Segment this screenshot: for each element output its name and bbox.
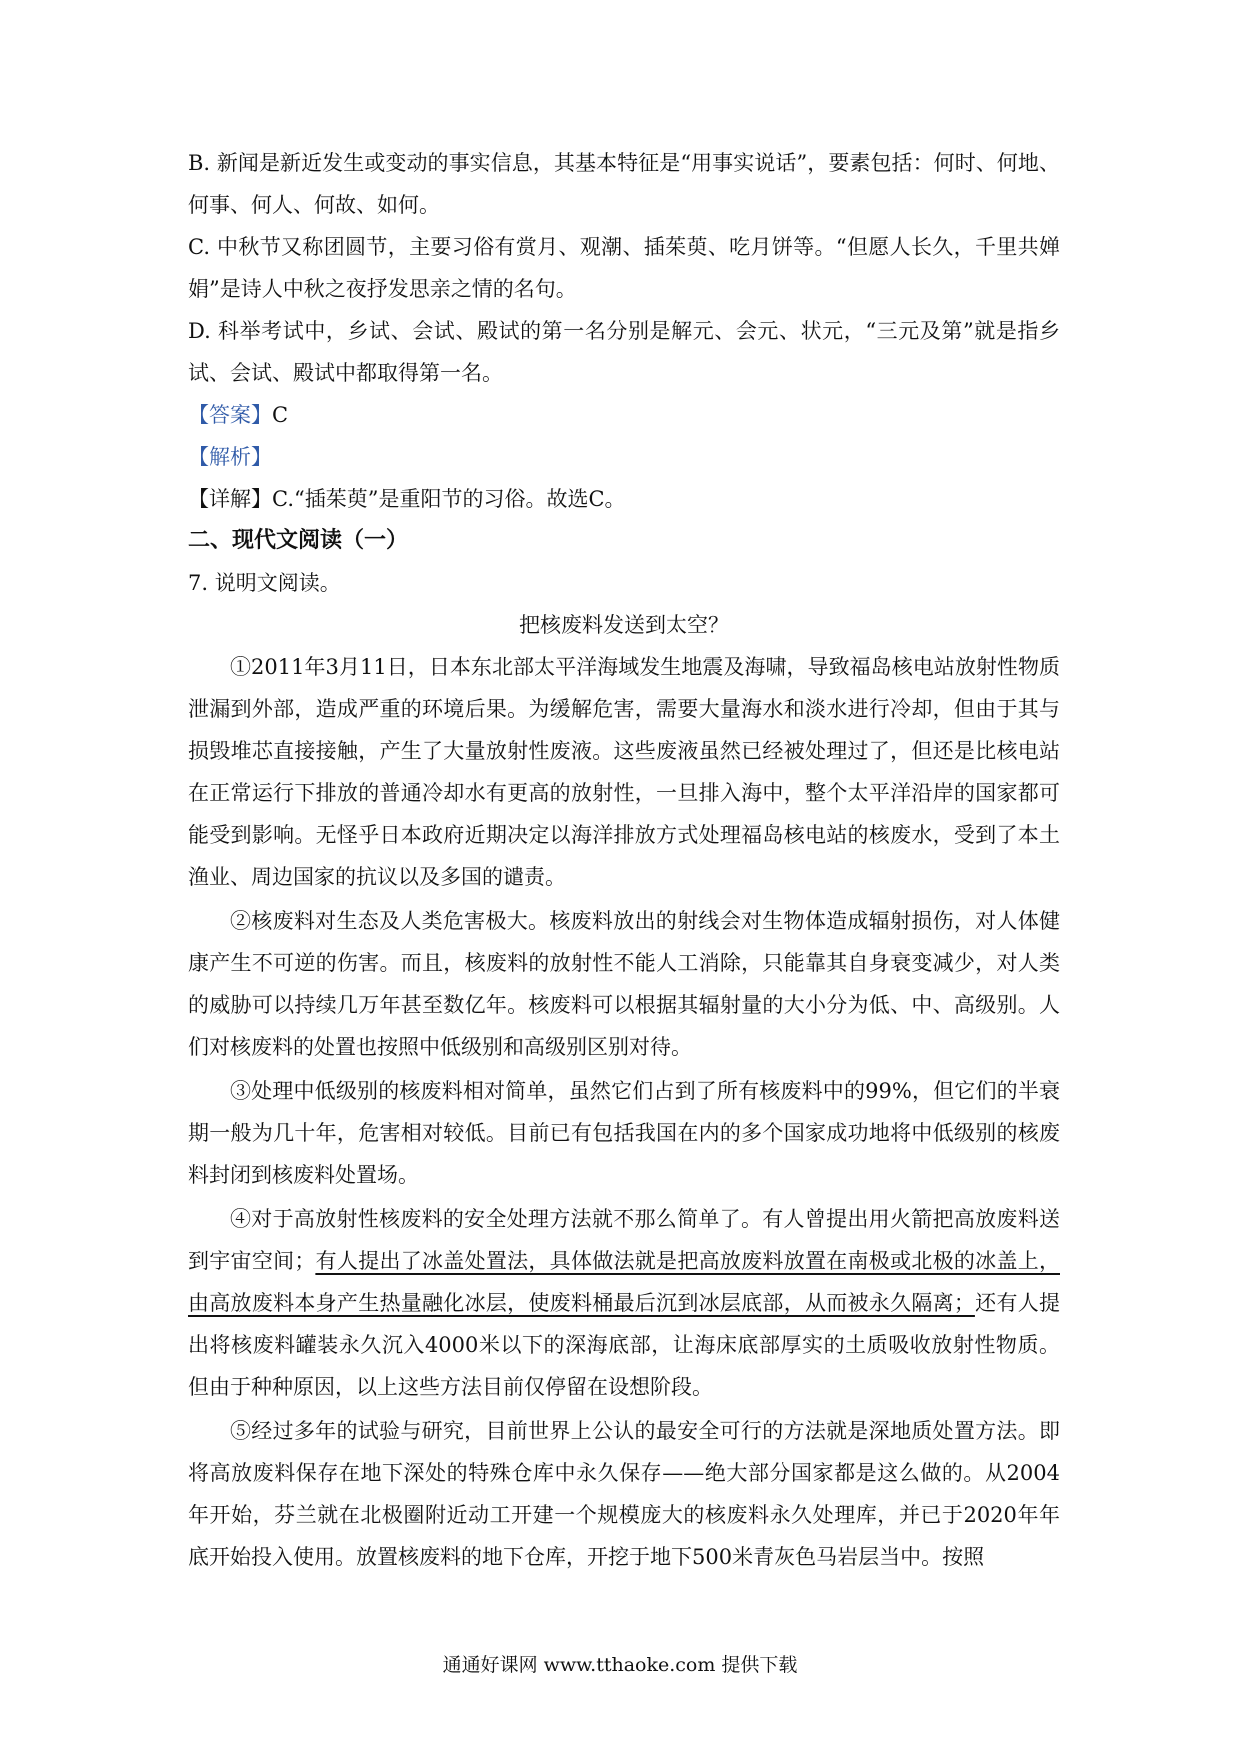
question-label: 7. 说明文阅读。	[188, 571, 341, 595]
section-heading: 二、现代文阅读（一）	[188, 528, 409, 553]
detail-tag: 【详解】	[188, 487, 272, 511]
answer-value: C	[272, 403, 289, 427]
analysis-line	[188, 436, 1060, 478]
answer-tag: 【答案】	[188, 403, 272, 427]
p4-text-before: ④对于高放射性核废料的安全处理方法就不那么简单了。有人曾提出用火箭把高放废料送到宇宙空间；	[188, 1207, 1060, 1273]
analysis-tag: 【解析】	[188, 445, 272, 469]
answer-line	[188, 394, 1060, 436]
p4-underlined-text: 有人提出了冰盖处置法，具体做法就是把高放废料放置在南极或北极的冰盖上，由高放废料本身产生热量融化冰层，使废料桶最后沉到冰层底部，从而被永久隔离；	[188, 1249, 1060, 1315]
option-d: D. 科举考试中，乡试、会试、殿试的第一名分别是解元、会元、状元，“三元及第”就是指乡试、会试、殿试中都取得第一名。	[188, 319, 1060, 385]
option-c: C. 中秋节又称团圆节，主要习俗有赏月、观潮、插茱萸、吃月饼等。“但愿人长久，千里共婵娟”是诗人中秋之夜抒发思亲之情的名句。	[188, 235, 1060, 301]
footer-watermark: 通通好课网 www.tthaoke.com 提供下载	[442, 1654, 798, 1676]
article-paragraph-2: ②核废料对生态及人类危害极大。核废料放出的射线会对生物体造成辐射损伤，对人体健康产生不可逆的伤害。而且，核废料的放射性不能人工消除，只能靠其自身衰变减少，对人类的威胁可以持续几万年甚至数亿年。核废料可以根据其辐射量的大小分为低、中、高级别。人们对核废料的处置也按照中低级别和高级别区别对待。	[188, 909, 1060, 1059]
option-b: B. 新闻是新近发生或变动的事实信息，其基本特征是“用事实说话”，要素包括：何时、何地、何事、何人、何故、如何。	[188, 151, 1060, 217]
article-paragraph-3: ③处理中低级别的核废料相对简单，虽然它们占到了所有核废料中的99%，但它们的半衰期一般为几十年，危害相对较低。目前已有包括我国在内的多个国家成功地将中低级别的核废料封闭到核废料处置场。	[188, 1079, 1060, 1187]
detail-value: C.“插茱萸”是重阳节的习俗。故选C。	[272, 487, 626, 511]
article-paragraph-1: ①2011年3月11日，日本东北部太平洋海域发生地震及海啸，导致福岛核电站放射性物质泄漏到外部，造成严重的环境后果。为缓解危害，需要大量海水和淡水进行冷却，但由于其与损毁堆芯直接接触，产生了大量放射性废液。这些废液虽然已经被处理过了，但还是比核电站在正常运行下排放的普通冷却水有更高的放射性，一旦排入海中，整个太平洋沿岸的国家都可能受到影响。无怪乎日本政府近期决定以海洋排放方式处理福岛核电站的核废水，受到了本土渔业、周边国家的抗议以及多国的谴责。	[188, 655, 1060, 889]
article-paragraph-4	[188, 1198, 1060, 1408]
document-page	[188, 142, 1060, 1578]
detail-line	[188, 478, 1060, 520]
article-paragraph-5: ⑤经过多年的试验与研究，目前世界上公认的最安全可行的方法就是深地质处置方法。即将高放废料保存在地下深处的特殊仓库中永久保存——绝大部分国家都是这么做的。从2004年开始，芬兰就在北极圈附近动工开建一个规模庞大的核废料永久处理库，并已于2020年年底开始投入使用。放置核废料的地下仓库，开挖于地下500米青灰色马岩层当中。按照	[188, 1419, 1060, 1569]
p4-text-after: 还有人提出将核废料罐装永久沉入4000米以下的深海底部，让海床底部厚实的土质吸收放射性物质。但由于种种原因，以上这些方法目前仅停留在设想阶段。	[188, 1291, 1061, 1399]
article-title: 把核废料发送到太空？	[519, 613, 729, 637]
